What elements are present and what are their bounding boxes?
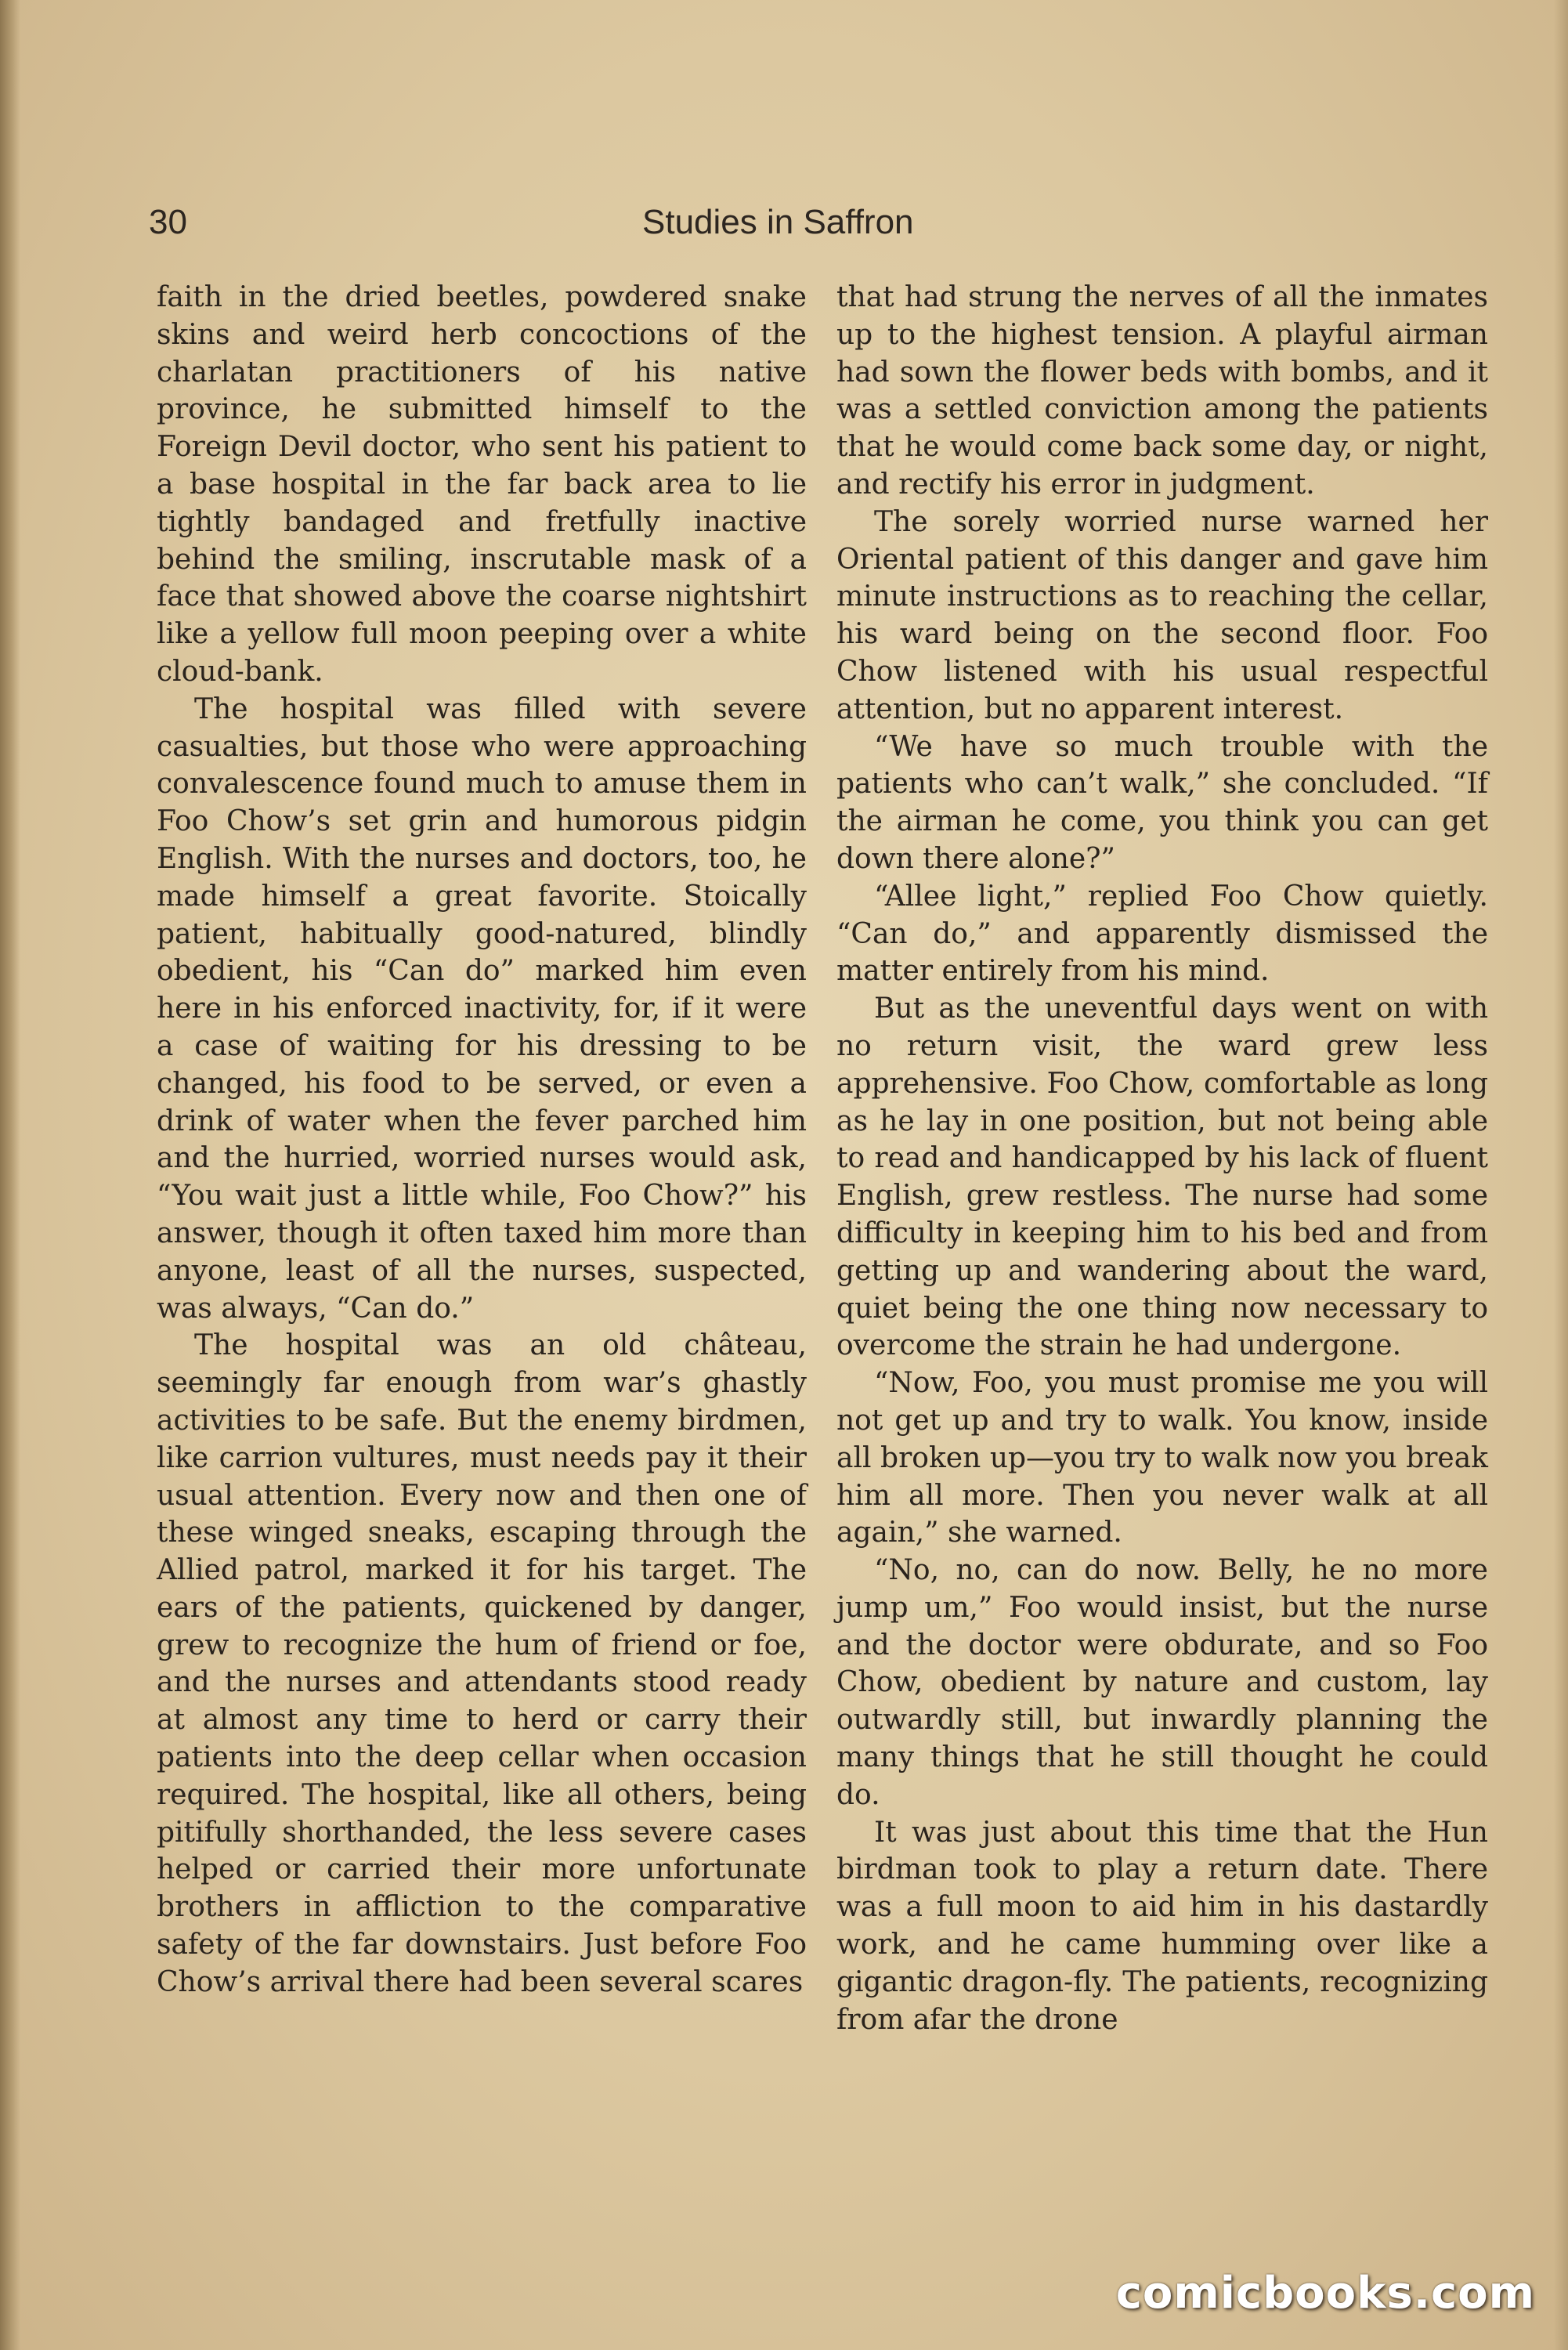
left-paragraph-2: The hospital was filled with severe casualties, but those who were approaching convalescence found much to amuse them in Foo Chow’s set grin and humorous pidgin English. With the nurses and doctors, too, he made himself a great favorite. Stoically patient, habitually good-natured, blindly obedient, his “Can do” marked him even here in his enforced inactivity, for, if it were a case of waiting for his dressing to be changed, his food to be served, or even a drink of water when the fever parched him and the hurried, worried nurses would ask, “You wait just a little while, Foo Chow?” his answer, though it often taxed him more than anyone, least of all the nurses, suspected, was always, “Can do.”	[157, 692, 807, 1325]
left-paragraph-3: The hospital was an old château, seemingly far enough from war’s ghastly activities to be safe. But the enemy birdmen, like carrion vultures, must needs pay it their usual attention. Every now and then one of these winged sneaks, escaping through the Allied patrol, marked it for his target. The ears of the patients, quickened by danger, grew to recognize the hum of friend or foe, and the nurses and attendants stood ready at almost any time to herd or carry their patients into the deep cellar when occasion required. The hospital, like all others, being pitifully shorthanded, the less severe cases helped or carried their more unfortunate brothers in affliction to the comparative safety of the far downstairs. Just before Foo Chow’s arrival there had been several scares	[157, 1329, 807, 1998]
left-column	[157, 279, 807, 2001]
right-paragraph-1: that had strung the nerves of all the inmates up to the highest tension. A playful airman had sown the flower beds with bombs, and it was a settled conviction among the patients that he would come back some day, or night, and rectify his error in judgment.	[836, 281, 1488, 501]
right-paragraph-7: “No, no, can do now. Belly, he no more jump um,” Foo would insist, but the nurse and the doctor were obdurate, and so Foo Chow, obedient by nature and custom, lay outwardly still, but inwardly planning the many things that he still thought he could do.	[836, 1554, 1488, 1811]
book-title: Studies in Saffron	[642, 203, 914, 241]
right-paragraph-6: “Now, Foo, you must promise me you will not get up and try to walk. You know, inside all broken up—you try to walk now you break him all more. Then you never walk at all again,” she warned.	[836, 1367, 1488, 1549]
right-paragraph-4: “Allee light,” replied Foo Chow quietly. “Can do,” and apparently dismissed the matter entirely from his mind.	[836, 880, 1488, 988]
right-paragraph-2: The sorely worried nurse warned her Oriental patient of this danger and gave him minute instructions as to reaching the cellar, his ward being on the second floor. Foo Chow listened with his usual respectful attention, but no apparent interest.	[836, 505, 1488, 725]
page-number: 30	[149, 203, 187, 241]
right-column	[836, 279, 1488, 2038]
left-paragraph-1: faith in the dried beetles, powdered snake skins and weird herb concoctions of the charlatan practitioners of his native province, he submitted himself to the Foreign Devil doctor, who sent his patient to a base hospital in the far back area to lie tightly bandaged and fretfully inactive behind the smiling, inscrutable mask of a face that showed above the coarse nightshirt like a yellow full moon peeping over a white cloud-bank.	[157, 281, 807, 688]
right-paragraph-8: It was just about this time that the Hun birdman took to play a return date. There was a full moon to aid him in his dastardly work, and he came humming over like a gigantic dragon-fly. The patients, recognizing from afar the drone	[836, 1816, 1488, 2036]
page-edge-left	[0, 0, 20, 2350]
right-paragraph-5: But as the uneventful days went on with no return visit, the ward grew less apprehensive. Foo Chow, comfortable as long as he lay in one position, but not being able to read and handicapped by his lack of fluent English, grew restless. The nurse had some difficulty in keeping him to his bed and from getting up and wandering about the ward, quiet being the one thing now necessary to overcome the strain he had undergone.	[836, 992, 1488, 1362]
watermark: comicbooks.com	[1115, 2268, 1535, 2319]
page-edge-right	[1554, 0, 1568, 2350]
running-head	[149, 197, 991, 252]
right-paragraph-3: “We have so much trouble with the patients who can’t walk,” she concluded. “If the airman he come, you think you can get down there alone?”	[836, 730, 1488, 875]
